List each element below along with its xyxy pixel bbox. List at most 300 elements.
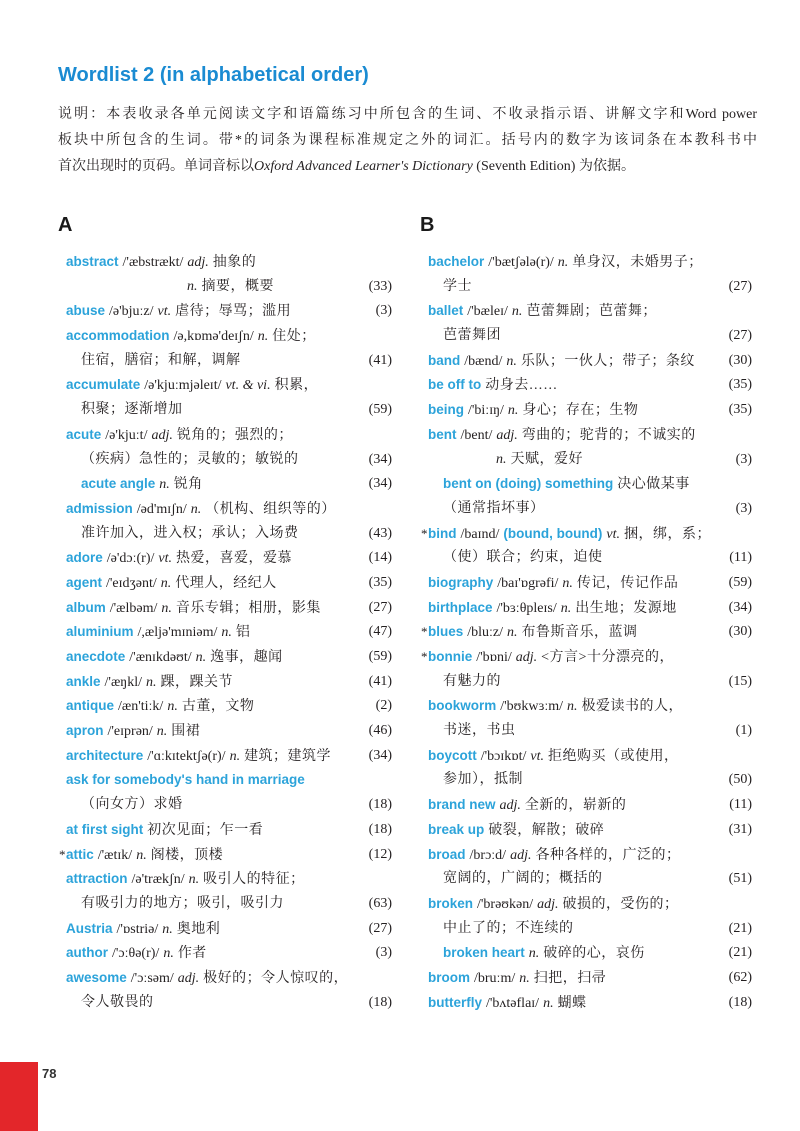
headword: Austria xyxy=(66,920,113,936)
entry xyxy=(66,670,392,695)
part-of-speech: n. xyxy=(257,329,269,345)
part-of-speech: n. xyxy=(229,748,241,764)
asterisk-marker: * xyxy=(421,649,428,664)
headword: ballet xyxy=(428,303,464,319)
headword: bent on (doing) something xyxy=(443,476,614,492)
definition: 各种各样的，广泛的； xyxy=(535,847,681,863)
headword: butterfly xyxy=(428,994,482,1010)
page-reference: (62) xyxy=(728,969,752,985)
entry-line xyxy=(66,941,392,966)
entry-line xyxy=(66,719,392,744)
entry xyxy=(428,299,752,348)
entry xyxy=(66,497,392,546)
part-of-speech: n. xyxy=(507,403,519,419)
entry xyxy=(428,423,752,472)
section-letter-a: A xyxy=(58,214,73,236)
asterisk-marker: * xyxy=(421,624,428,640)
entry-line xyxy=(428,744,752,769)
headword: acute xyxy=(66,426,102,442)
definition: 代理人，经纪人 xyxy=(175,575,277,591)
entry xyxy=(428,991,752,1016)
part-of-speech: n. xyxy=(187,278,198,294)
entry-line xyxy=(428,793,752,818)
entry xyxy=(66,620,392,645)
part-of-speech: n. xyxy=(562,575,573,591)
entry-line xyxy=(66,448,392,473)
footer-color-block xyxy=(0,1062,38,1131)
entry-line xyxy=(66,694,392,719)
part-of-speech: vt. xyxy=(158,551,172,567)
page-title: Wordlist 2 (in alphabetical order) xyxy=(58,64,369,86)
definition: 布鲁斯音乐，蓝调 xyxy=(521,625,638,641)
entry-line xyxy=(421,620,752,645)
headword: broken xyxy=(428,895,474,911)
page-reference: (3) xyxy=(375,303,392,319)
entry-line xyxy=(428,818,752,843)
sub-entry xyxy=(66,472,392,497)
page-reference: (46) xyxy=(368,723,392,739)
definition: （通常指坏事） xyxy=(443,500,545,516)
headword: at first sight xyxy=(66,821,144,837)
definition: 动身去…… xyxy=(485,378,558,394)
entry xyxy=(428,843,752,892)
definition: 捆，绑，系； xyxy=(623,526,711,542)
page-reference: (43) xyxy=(368,525,392,541)
entry-line xyxy=(66,620,392,645)
entry xyxy=(428,892,752,941)
definition: 书迷，书虫 xyxy=(443,723,516,739)
phonetic: /'ætɪk/ xyxy=(97,847,133,863)
phonetic: /bænd/ xyxy=(464,353,503,369)
phonetic: /'bʌtəflaɪ/ xyxy=(486,995,540,1011)
headword: apron xyxy=(66,723,104,739)
entry-line xyxy=(66,398,392,423)
phonetic: /'eɪprən/ xyxy=(107,724,153,740)
entry xyxy=(66,818,392,843)
headword: adore xyxy=(66,550,103,566)
page-reference: (2) xyxy=(375,698,392,714)
entry-line xyxy=(428,670,752,695)
page-reference: (33) xyxy=(368,278,392,294)
page-reference: (11) xyxy=(729,550,752,566)
entry-line xyxy=(428,571,752,596)
entry-line xyxy=(66,596,392,621)
page-reference: (47) xyxy=(368,624,392,640)
entry xyxy=(66,250,392,299)
definition: （向女方）求婚 xyxy=(81,797,183,813)
page-reference: (18) xyxy=(368,994,392,1010)
page-reference: (27) xyxy=(728,328,752,344)
part-of-speech: n. xyxy=(511,304,523,320)
definition: 铝 xyxy=(235,625,251,641)
phonetic: /'bɔɪkɒt/ xyxy=(480,748,527,764)
entry-line xyxy=(428,275,752,300)
entry-line xyxy=(66,892,392,917)
entry-line xyxy=(428,843,752,868)
definition: 住宿，膳宿；和解，调解 xyxy=(81,352,241,368)
definition: 全新的，崭新的 xyxy=(524,798,627,814)
phonetic: /baɪnd/ xyxy=(460,526,500,542)
entry xyxy=(428,818,752,843)
entry xyxy=(421,620,752,645)
definition: 踝，踝关节 xyxy=(160,674,233,690)
headword: birthplace xyxy=(428,599,493,615)
headword: bachelor xyxy=(428,254,485,269)
entry-line xyxy=(66,966,392,991)
entry-line xyxy=(66,472,392,497)
page-reference: (12) xyxy=(368,846,392,862)
definition: 积聚；逐渐增加 xyxy=(81,402,183,418)
page-reference: (59) xyxy=(368,649,392,664)
definition: 围裙 xyxy=(171,724,201,740)
definition: 准许加入，进入权；承认；入场费 xyxy=(81,525,299,541)
headword: agent xyxy=(66,574,103,590)
headword: band xyxy=(428,352,461,368)
entry xyxy=(428,250,752,299)
entry-line xyxy=(66,670,392,695)
entry-line xyxy=(428,423,752,448)
part-of-speech: n. xyxy=(160,575,172,591)
page-reference: (41) xyxy=(368,673,392,689)
definition: 中止了的；不连续的 xyxy=(443,920,574,936)
entry xyxy=(428,694,752,743)
page-reference: (21) xyxy=(728,920,752,936)
part-of-speech: n. xyxy=(190,501,202,517)
entry xyxy=(428,744,752,793)
entry-line xyxy=(428,917,752,942)
entry-line xyxy=(66,645,392,670)
part-of-speech: vt. xyxy=(606,526,620,542)
phonetic: /ə'trækʃn/ xyxy=(131,872,185,888)
page-reference: (3) xyxy=(375,945,392,961)
definition: 极爱读书的人， xyxy=(581,699,684,715)
phonetic: /bruːm/ xyxy=(474,970,516,986)
headword: biography xyxy=(428,574,494,590)
part-of-speech: n. xyxy=(146,674,157,690)
definition: 拒绝购买（或使用， xyxy=(547,748,679,764)
entry-line xyxy=(428,719,752,744)
definition: （疾病）急性的；灵敏的；敏锐的 xyxy=(81,451,299,467)
phonetic: /ə'kjuːmjəleɪt/ xyxy=(144,378,222,394)
page-reference: (21) xyxy=(728,945,752,961)
headword: attraction xyxy=(66,871,128,887)
definition: 音乐专辑；相册，影集 xyxy=(175,600,321,616)
page-reference: (18) xyxy=(368,797,392,813)
entry-line xyxy=(428,373,752,398)
definition: 住处； xyxy=(272,329,316,345)
asterisk-marker: * xyxy=(59,846,66,862)
definition: 热爱，喜爱，爱慕 xyxy=(175,551,292,567)
entry-line xyxy=(421,645,752,670)
phonetic: /æn'tiːk/ xyxy=(118,699,164,715)
definition: 极好的；令人惊叹的， xyxy=(203,970,349,986)
sub-entry xyxy=(428,941,752,966)
headword: be off to xyxy=(428,377,482,393)
entry-line xyxy=(428,991,752,1016)
headword: anecdote xyxy=(66,649,126,664)
entry-line xyxy=(66,793,392,818)
entry-line xyxy=(66,991,392,1016)
part-of-speech: adj. xyxy=(187,255,209,270)
entry xyxy=(421,522,752,571)
part-of-speech: adj. xyxy=(177,970,200,986)
part-of-speech: n. xyxy=(136,847,147,863)
entry-line xyxy=(428,768,752,793)
phonetic: /ə'dɔː(r)/ xyxy=(106,551,155,567)
definition: 弯曲的；驼背的；不诚实的 xyxy=(521,427,696,443)
page-number: 78 xyxy=(42,1066,57,1081)
headword: ankle xyxy=(66,673,101,689)
definition: 芭蕾舞团 xyxy=(443,328,501,344)
page-reference: (51) xyxy=(728,871,752,887)
entry xyxy=(66,768,392,817)
definition: 有魅力的 xyxy=(443,673,501,689)
intro-line: 板块中所包含的生词。带*的词条为课程标准规定之外的词汇。括号内的数字为该词条在本教科书中 xyxy=(58,133,757,148)
page-reference: (15) xyxy=(728,673,752,689)
part-of-speech: vt. & vi. xyxy=(225,378,271,394)
page-reference: (27) xyxy=(368,599,392,615)
headword: blues xyxy=(428,624,464,640)
asterisk-marker: * xyxy=(421,525,428,541)
entry-line xyxy=(428,892,752,917)
phonetic: /'bætʃələ(r)/ xyxy=(488,255,554,270)
part-of-speech: n. xyxy=(163,946,174,962)
entry-line xyxy=(66,768,392,793)
definition: 天赋，爱好 xyxy=(510,451,583,467)
headword: antique xyxy=(66,698,115,714)
part-of-speech: n. xyxy=(506,353,517,369)
entry-line xyxy=(66,299,392,324)
entry xyxy=(66,571,392,596)
phonetic: /ə'kjuːt/ xyxy=(105,427,148,443)
entry-line xyxy=(66,818,392,843)
phonetic: /'bʊkwɜːm/ xyxy=(500,699,564,715)
phonetic: /ə,kɒmə'deɪʃn/ xyxy=(173,329,254,345)
entry xyxy=(59,843,392,868)
entry xyxy=(66,694,392,719)
entry-line xyxy=(428,299,752,324)
headword: accommodation xyxy=(66,328,170,344)
page-reference: (34) xyxy=(368,451,392,467)
entry xyxy=(66,373,392,422)
intro-note xyxy=(58,102,757,180)
entry xyxy=(66,867,392,916)
entry-line xyxy=(428,867,752,892)
page-reference: (3) xyxy=(735,451,752,467)
entry-line xyxy=(428,349,752,374)
headword: abuse xyxy=(66,303,106,319)
headword: acute angle xyxy=(81,476,156,492)
definition: 摘要，概要 xyxy=(201,278,274,294)
phonetic: /'ænɪkdəʊt/ xyxy=(129,650,192,665)
wordlist-column-a xyxy=(59,250,392,1015)
headword: aluminium xyxy=(66,624,134,640)
page-reference: (27) xyxy=(368,920,392,936)
page-reference: (41) xyxy=(368,352,392,368)
entry-line xyxy=(428,324,752,349)
page-reference: (34) xyxy=(728,599,752,615)
page-reference: (14) xyxy=(368,550,392,566)
entry-line xyxy=(428,546,752,571)
part-of-speech: n. xyxy=(519,970,530,986)
entry xyxy=(421,645,752,694)
headword: awesome xyxy=(66,969,127,985)
headword: bookworm xyxy=(428,698,497,714)
definition: 身心；存在；生物 xyxy=(522,403,639,419)
definition: 出生地；发源地 xyxy=(575,600,677,616)
intro-line: 说明：本表收录各单元阅读文字和语篇练习中所包含的生词、不收录指示语、讲解文字和Word power xyxy=(58,107,757,122)
page-reference: (50) xyxy=(728,772,752,788)
headword: attic xyxy=(66,846,94,862)
entry xyxy=(66,324,392,373)
wordlist-column-b xyxy=(421,250,752,1015)
intro-text: 首次出现时的页码。单词音标以 xyxy=(58,159,254,174)
phonetic: /əd'mɪʃn/ xyxy=(136,501,187,517)
entry-line xyxy=(428,398,752,423)
part-of-speech: n. xyxy=(221,625,232,641)
entry-line xyxy=(59,843,392,868)
entry-line xyxy=(428,448,752,473)
phonetic: /'brəʊkən/ xyxy=(477,896,534,912)
inflected-forms: (bound, bound) xyxy=(503,525,603,541)
page-reference: (27) xyxy=(728,278,752,294)
phonetic: /'eɪdʒənt/ xyxy=(106,575,157,591)
entry-line xyxy=(66,275,392,300)
page-reference: (31) xyxy=(728,821,752,837)
entry xyxy=(66,719,392,744)
page-reference: (30) xyxy=(728,624,752,640)
phonetic: /'ælbəm/ xyxy=(109,600,158,616)
entry-line xyxy=(428,694,752,719)
phonetic: /'ɒstriə/ xyxy=(116,921,159,937)
part-of-speech: n. xyxy=(156,724,168,740)
headword: broom xyxy=(428,969,470,985)
page-reference: (35) xyxy=(368,574,392,590)
headword: architecture xyxy=(66,747,144,763)
entry xyxy=(428,571,752,596)
definition: 破碎的心，哀伤 xyxy=(543,946,645,962)
entry-line xyxy=(66,497,392,522)
phonetic: /bluːz/ xyxy=(467,625,504,641)
phonetic: /'æŋkl/ xyxy=(104,674,142,690)
definition: 虐待；辱骂；滥用 xyxy=(175,304,292,320)
part-of-speech: adj. xyxy=(515,650,538,665)
headword: album xyxy=(66,599,106,615)
definition: 芭蕾舞剧；芭蕾舞； xyxy=(526,304,657,320)
part-of-speech: adj. xyxy=(537,896,559,912)
definition: 古董，文物 xyxy=(181,699,255,715)
part-of-speech: adj. xyxy=(499,798,521,814)
page-reference: (59) xyxy=(368,402,392,418)
headword: accumulate xyxy=(66,377,141,393)
definition: 令人敬畏的 xyxy=(81,994,154,1010)
phonetic: /'bɜːθpleɪs/ xyxy=(496,600,557,616)
page-reference: (34) xyxy=(368,747,392,763)
headword: bent xyxy=(428,426,457,442)
part-of-speech: n. xyxy=(162,921,173,937)
headword: break up xyxy=(428,821,485,837)
definition: 有吸引力的地方；吸引，吸引力 xyxy=(81,895,284,911)
definition: 阁楼，顶楼 xyxy=(150,847,224,863)
definition: 作者 xyxy=(177,946,207,962)
entry xyxy=(428,596,752,621)
entry xyxy=(428,966,752,991)
entry-line xyxy=(66,349,392,374)
part-of-speech: n. xyxy=(543,995,554,1011)
definition: （使）联合；约束，迫使 xyxy=(443,550,603,566)
definition: （机构、组织等的） xyxy=(205,501,336,517)
entry-line xyxy=(428,596,752,621)
entry-line xyxy=(428,472,752,497)
definition: 奥地利 xyxy=(176,921,221,937)
part-of-speech: n. xyxy=(560,600,572,616)
page-reference: (30) xyxy=(728,352,752,368)
entry-line xyxy=(428,250,752,275)
phonetic: /brɔːd/ xyxy=(469,847,507,863)
page-reference: (34) xyxy=(368,476,392,492)
entry-line xyxy=(66,324,392,349)
definition: 学士 xyxy=(443,278,472,294)
entry xyxy=(66,546,392,571)
phonetic: /'bæleɪ/ xyxy=(467,304,508,320)
entry-line xyxy=(66,373,392,398)
part-of-speech: adj. xyxy=(510,847,532,863)
page-reference: (35) xyxy=(728,402,752,418)
part-of-speech: n. xyxy=(161,600,172,616)
headword: broad xyxy=(428,846,466,862)
section-letter-b: B xyxy=(420,214,435,236)
entry xyxy=(66,966,392,1015)
definition: 吸引人的特征； xyxy=(203,872,305,888)
entry-line xyxy=(66,522,392,547)
headword: ask for somebody's hand in marriage xyxy=(66,772,305,788)
part-of-speech: n. xyxy=(567,699,578,715)
entry-line xyxy=(66,250,392,275)
entry-line xyxy=(66,423,392,448)
page-reference: (1) xyxy=(735,723,752,739)
part-of-speech: vt. xyxy=(157,304,172,320)
phonetic: /bent/ xyxy=(460,427,493,443)
phonetic: /'ɔːsəm/ xyxy=(130,970,174,986)
definition: 决心做某事 xyxy=(617,477,690,493)
intro-text: (Seventh Edition) 为依据。 xyxy=(472,159,635,174)
page-reference: (3) xyxy=(735,500,752,516)
entry-line xyxy=(421,522,752,547)
sub-entry xyxy=(428,472,752,521)
part-of-speech: n. xyxy=(507,625,518,641)
part-of-speech: n. xyxy=(557,255,569,270)
entry xyxy=(428,793,752,818)
headword: bind xyxy=(428,525,457,541)
entry xyxy=(428,349,752,374)
entry xyxy=(428,373,752,398)
definition: 破裂，解散；破碎 xyxy=(488,822,605,838)
definition: 建筑；建筑学 xyxy=(244,748,332,764)
part-of-speech: adj. xyxy=(151,427,173,443)
headword: bonnie xyxy=(428,649,473,664)
part-of-speech: n. xyxy=(167,699,178,715)
page-reference: (18) xyxy=(728,994,752,1010)
definition: 破损的，受伤的； xyxy=(562,896,679,912)
phonetic: /baɪ'ɒgrəfi/ xyxy=(497,575,559,591)
entry xyxy=(66,645,392,670)
headword: boycott xyxy=(428,747,477,763)
entry-line xyxy=(66,571,392,596)
definition: 扫把，扫帚 xyxy=(533,970,607,986)
entry-line xyxy=(428,966,752,991)
definition: <方言>十分漂亮的， xyxy=(541,650,674,665)
intro-line xyxy=(58,154,757,180)
